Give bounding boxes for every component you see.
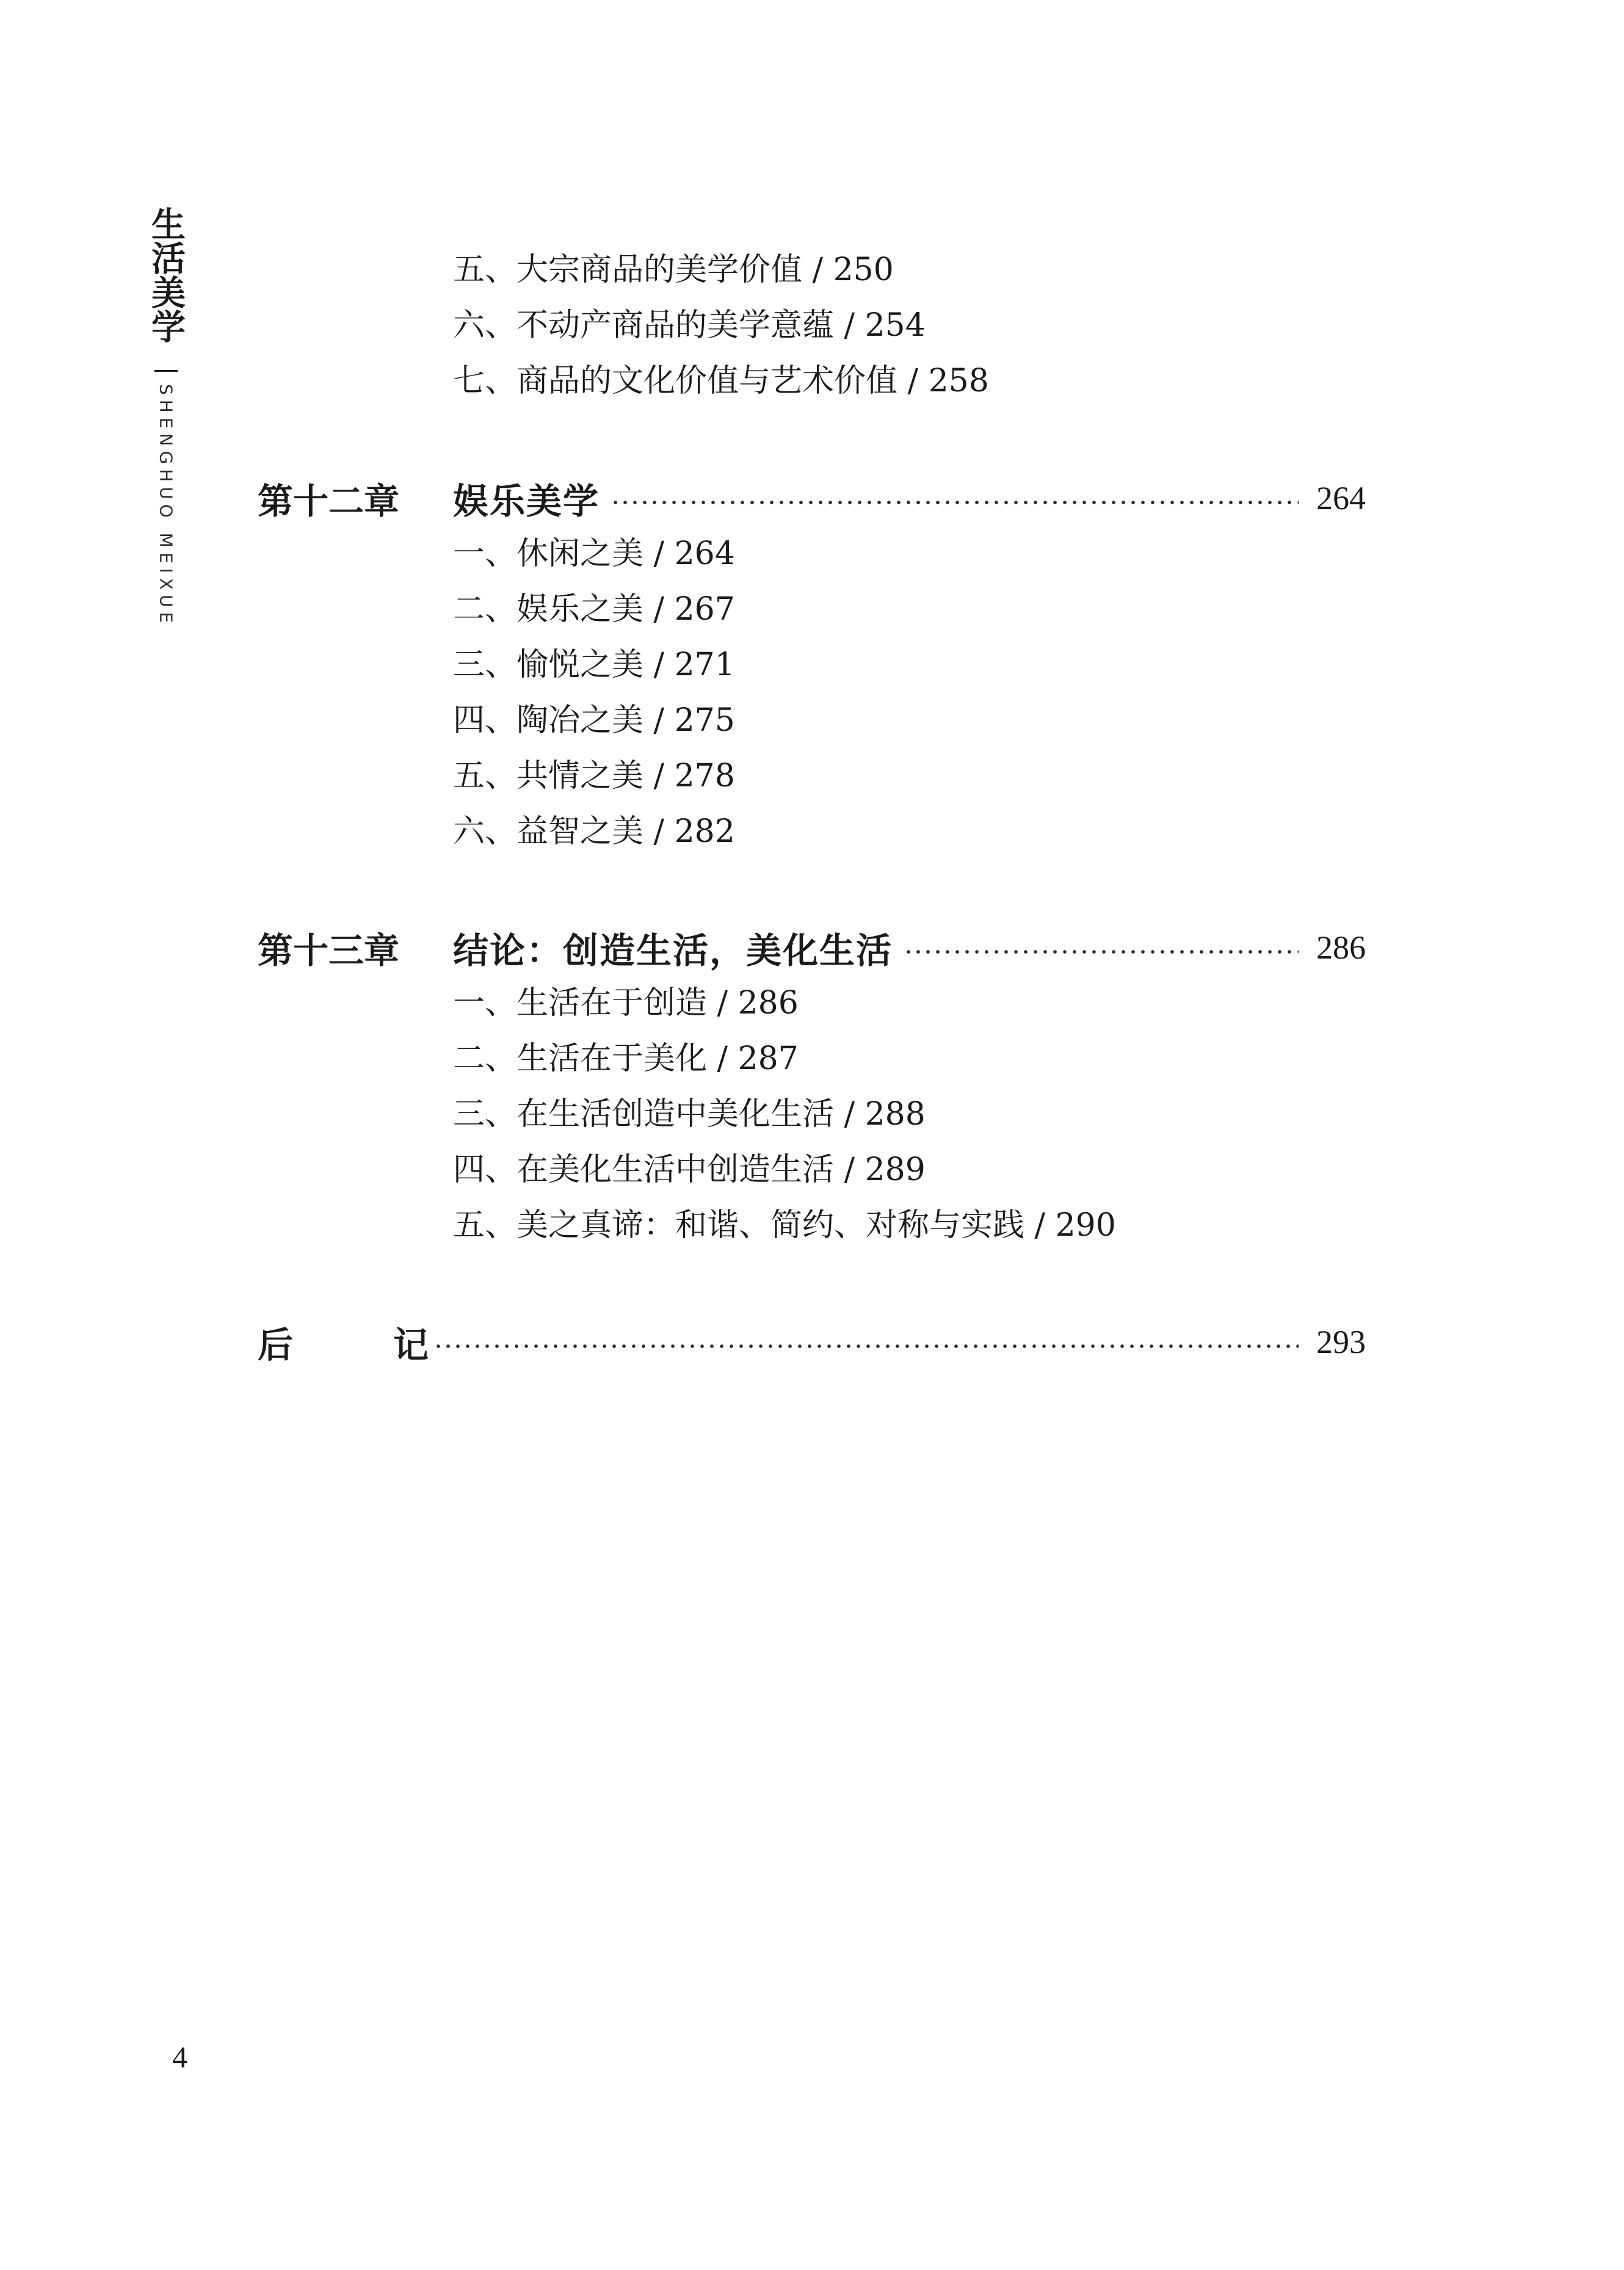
toc-entry[interactable]: 四、陶冶之美 / 275	[453, 702, 735, 739]
afterword-label-char: 记	[393, 1324, 429, 1366]
toc-entry[interactable]: 二、娱乐之美 / 267	[453, 591, 735, 628]
dot-leader	[611, 500, 1299, 505]
afterword-page: 293	[1316, 1324, 1366, 1360]
toc-entry[interactable]: 七、商品的文化价值与艺术价值 / 258	[453, 363, 989, 399]
dot-leader	[433, 1344, 1299, 1349]
running-title-chinese: 生活美学	[146, 206, 186, 343]
afterword-label-char: 后	[258, 1324, 294, 1366]
chapter-page: 264	[1316, 480, 1366, 517]
toc-entry[interactable]: 四、在美化生活中创造生活 / 289	[453, 1151, 926, 1188]
chapter-title: 结论：创造生活，美化生活	[453, 930, 893, 971]
toc-entry[interactable]: 二、生活在于美化 / 287	[453, 1040, 799, 1077]
afterword-label	[258, 1316, 429, 1368]
chapter-12-heading[interactable]	[258, 474, 1366, 523]
chapter-title: 娱乐美学	[453, 480, 600, 522]
toc-entry[interactable]: 五、大宗商品的美学价值 / 250	[453, 252, 894, 288]
toc-entry[interactable]: 一、生活在于创造 / 286	[453, 985, 799, 1021]
toc-entry[interactable]: 六、益智之美 / 282	[453, 813, 735, 850]
chapter-13-heading[interactable]	[258, 923, 1366, 972]
toc-entry[interactable]: 三、愉悦之美 / 271	[453, 647, 735, 683]
toc-entry[interactable]: 五、美之真谛：和谐、简约、对称与实践 / 290	[453, 1207, 1116, 1244]
chapter-number: 第十二章	[258, 480, 400, 522]
running-title-pinyin: SHENGHUO MEIXUE	[156, 384, 176, 628]
chapter-page: 286	[1316, 929, 1366, 966]
page-number: 4	[172, 2040, 187, 2074]
dot-leader	[904, 949, 1299, 954]
afterword-heading[interactable]	[258, 1318, 1366, 1366]
toc-entry[interactable]: 一、休闲之美 / 264	[453, 535, 735, 572]
running-title	[136, 183, 197, 647]
toc-entry[interactable]: 五、共情之美 / 278	[453, 758, 735, 794]
chapter-number: 第十三章	[258, 930, 400, 971]
toc-entry[interactable]: 三、在生活创造中美化生活 / 288	[453, 1096, 926, 1133]
running-title-divider	[154, 370, 178, 372]
toc-entry[interactable]: 六、不动产商品的美学意蕴 / 254	[453, 307, 926, 344]
